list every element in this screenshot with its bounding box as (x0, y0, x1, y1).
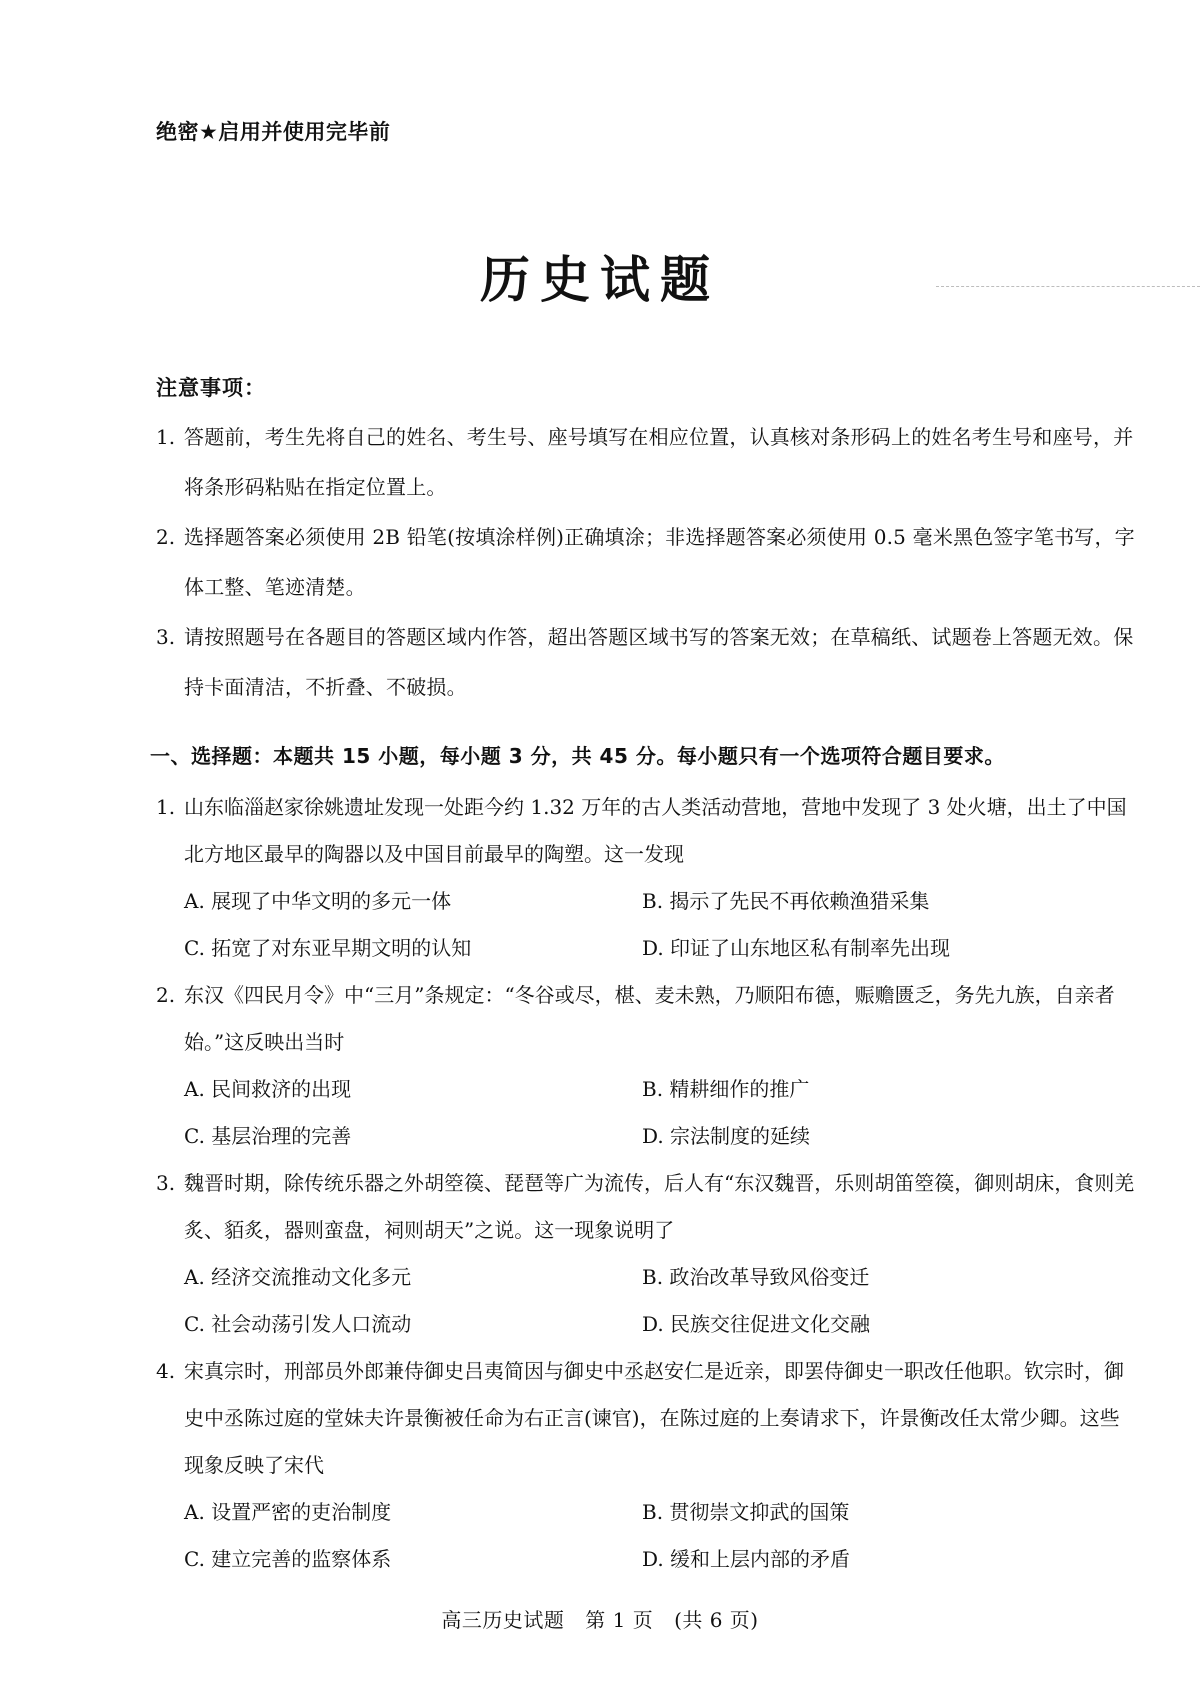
option-b: B. 贯彻崇文抑武的国策 (642, 1500, 850, 1524)
option-d: D. 民族交往促进文化交融 (642, 1312, 871, 1336)
option-a: A. 展现了中华文明的多元一体 (184, 889, 452, 913)
notice-item-number: 2. (156, 525, 176, 549)
question-text: 宋真宗时，刑部员外郎兼侍御史吕夷简因与御史中丞赵安仁是近亲，即罢侍御史一职改任他职。钦宗时，御史中丞陈过庭的堂妹夫许景衡被任命为右正言(谏官)，在陈过庭的上奏请求下，许景衡改任太常少卿。这些现象反映了宋代 (184, 1359, 1124, 1477)
page-title: 历史试题 (480, 251, 720, 309)
option-grid (156, 1066, 1136, 1160)
notice-item-number: 3. (156, 625, 176, 649)
option-d: D. 印证了山东地区私有制率先出现 (642, 936, 951, 960)
footer-paper-name: 高三历史试题 (441, 1608, 565, 1632)
option-a: A. 设置严密的吏治制度 (184, 1500, 392, 1524)
notice-item-number: 1. (156, 425, 176, 449)
option-a: A. 民间救济的出现 (184, 1077, 352, 1101)
question-number: 4. (156, 1359, 176, 1383)
notice-heading: 注意事项： (156, 376, 266, 400)
confidential-label: 绝密★启用并使用完毕前 (156, 120, 391, 144)
question-number: 2. (156, 983, 176, 1007)
question-stem (156, 784, 1136, 878)
question-text: 东汉《四民月令》中“三月”条规定：“冬谷或尽，椹、麦未熟，乃顺阳布德，赈赡匮乏，务先九族，自亲者始。”这反映出当时 (184, 983, 1115, 1054)
option-grid (156, 878, 1136, 972)
option-c: C. 拓宽了对东亚早期文明的认知 (184, 936, 472, 960)
notice-item-text: 答题前，考生先将自己的姓名、考生号、座号填写在相应位置，认真核对条形码上的姓名考生号和座号，并将条形码粘贴在指定位置上。 (184, 425, 1134, 499)
question-2 (156, 972, 1136, 1160)
question-1 (156, 784, 1136, 972)
option-d: D. 缓和上层内部的矛盾 (642, 1547, 851, 1571)
page-footer (0, 1604, 1200, 1633)
notice-item (156, 412, 1136, 512)
notice-item-text: 请按照题号在各题目的答题区域内作答，超出答题区域书写的答案无效；在草稿纸、试题卷上答题无效。保持卡面清洁，不折叠、不破损。 (184, 625, 1134, 699)
question-stem (156, 1160, 1136, 1254)
option-grid (156, 1254, 1136, 1348)
option-c: C. 社会动荡引发人口流动 (184, 1312, 412, 1336)
option-b: B. 精耕细作的推广 (642, 1077, 810, 1101)
notice-item (156, 512, 1136, 612)
notice-item-text: 选择题答案必须使用 2B 铅笔(按填涂样例)正确填涂；非选择题答案必须使用 0.5 毫米黑色签字笔书写，字体工整、笔迹清楚。 (184, 525, 1135, 599)
option-d: D. 宗法制度的延续 (642, 1124, 811, 1148)
question-3 (156, 1160, 1136, 1348)
scan-rule-divider (936, 286, 1200, 287)
footer-page-number: 第 1 页 (585, 1608, 654, 1632)
option-b: B. 揭示了先民不再依赖渔猎采集 (642, 889, 930, 913)
question-text: 魏晋时期，除传统乐器之外胡箜篌、琵琶等广为流传，后人有“东汉魏晋，乐则胡笛箜篌，御则胡床，食则羌炙、貊炙，器则蛮盘，祠则胡天”之说。这一现象说明了 (184, 1171, 1135, 1242)
question-stem (156, 1348, 1136, 1489)
question-text: 山东临淄赵家徐姚遗址发现一处距今约 1.32 万年的古人类活动营地，营地中发现了 3 处火塘，出土了中国北方地区最早的陶器以及中国目前最早的陶塑。这一发现 (184, 795, 1127, 866)
footer-page-total: (共 6 页) (674, 1608, 759, 1632)
question-number: 1. (156, 795, 176, 819)
option-a: A. 经济交流推动文化多元 (184, 1265, 412, 1289)
option-grid (156, 1489, 1136, 1583)
question-number: 3. (156, 1171, 176, 1195)
question-list (156, 784, 1136, 1583)
notice-item (156, 612, 1136, 712)
question-stem (156, 972, 1136, 1066)
notice-list (156, 412, 1136, 712)
option-c: C. 建立完善的监察体系 (184, 1547, 392, 1571)
option-c: C. 基层治理的完善 (184, 1124, 352, 1148)
question-4 (156, 1348, 1136, 1583)
section-heading: 一、选择题：本题共 15 小题，每小题 3 分，共 45 分。每小题只有一个选项符合题目要求。 (150, 744, 1005, 768)
option-b: B. 政治改革导致风俗变迁 (642, 1265, 870, 1289)
